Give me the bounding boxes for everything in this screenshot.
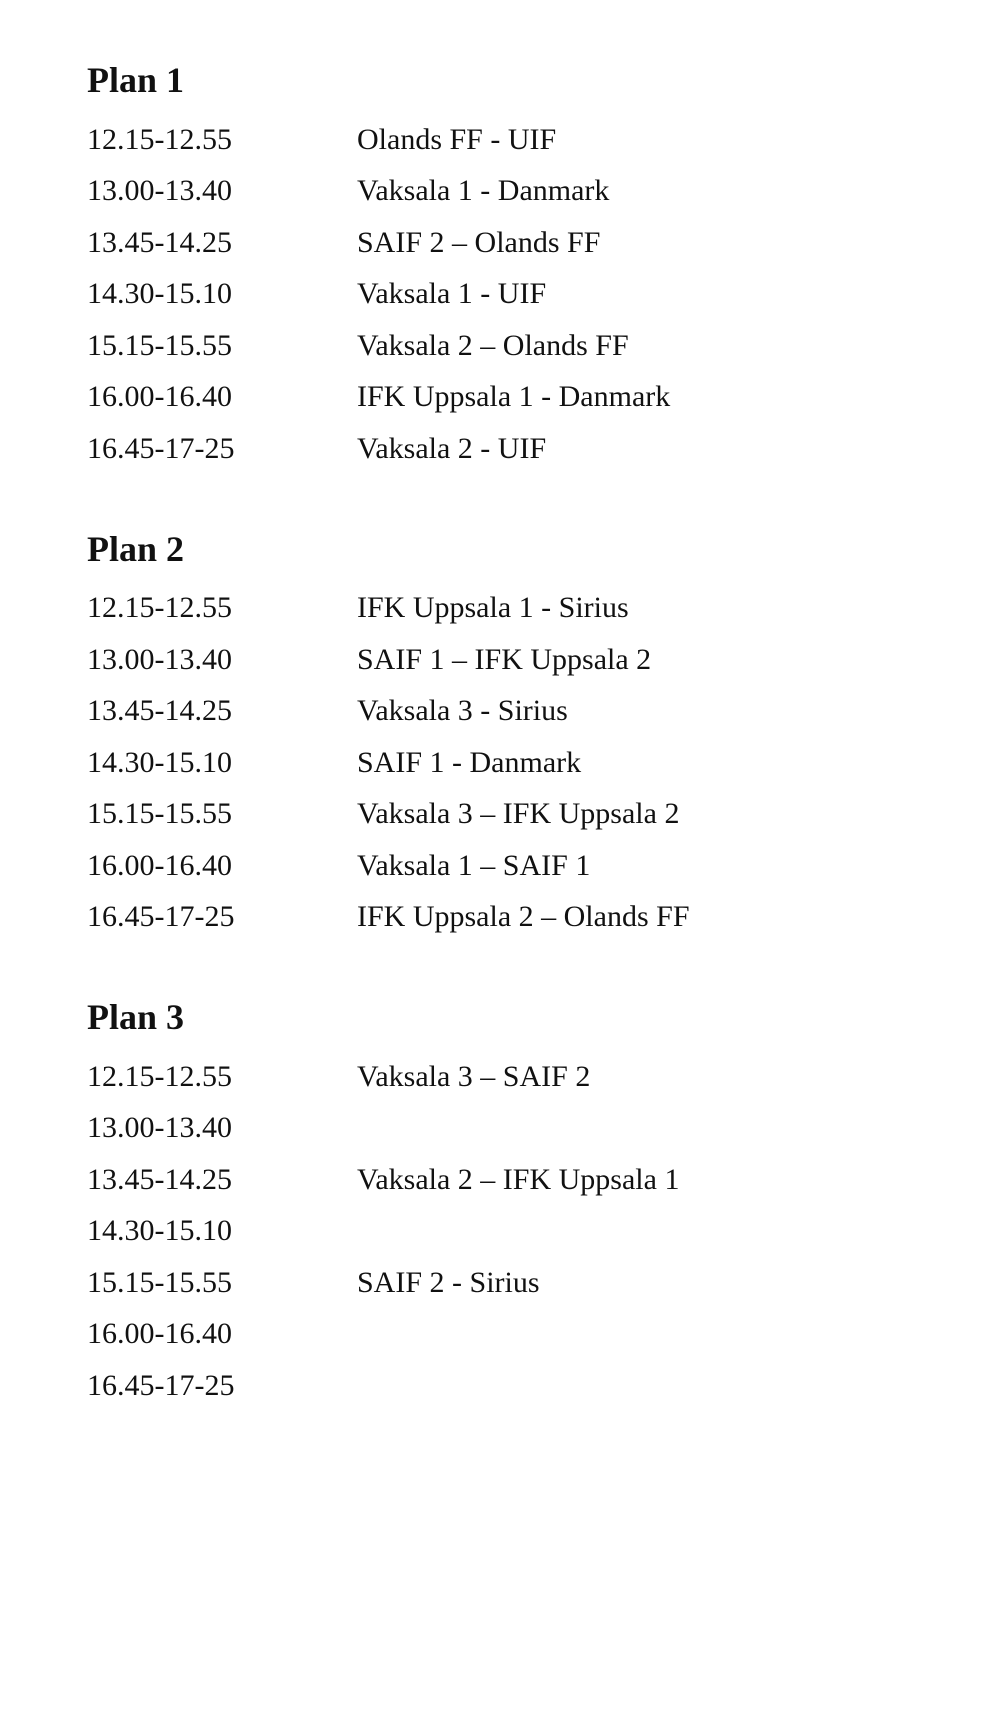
schedule-row: [87, 1360, 947, 1412]
plan-section: [87, 527, 947, 944]
schedule-row: [87, 1154, 947, 1206]
time-slot: 12.15-12.55: [87, 591, 232, 625]
time-slot: 16.00-16.40: [87, 1317, 232, 1351]
match-pairing: SAIF 2 – Olands FF: [357, 225, 601, 259]
schedule-row: [87, 583, 947, 635]
schedule-row: [87, 269, 947, 321]
schedule-row: [87, 1103, 947, 1155]
time-slot: 12.15-12.55: [87, 122, 232, 156]
match-pairing: Vaksala 1 – SAIF 1: [357, 848, 591, 882]
plan-section: [87, 58, 947, 475]
plan-section: [87, 995, 947, 1412]
match-pairing: IFK Uppsala 2 – Olands FF: [357, 900, 690, 934]
time-slot: 15.15-15.55: [87, 797, 232, 831]
time-slot: 16.45-17-25: [87, 431, 235, 465]
time-slot: 12.15-12.55: [87, 1059, 232, 1093]
time-slot: 13.00-13.40: [87, 1111, 232, 1145]
schedule-row: [87, 737, 947, 789]
schedule-row: [87, 320, 947, 372]
match-pairing: Vaksala 2 – IFK Uppsala 1: [357, 1162, 680, 1196]
schedule-row: [87, 634, 947, 686]
time-slot: 13.45-14.25: [87, 694, 232, 728]
match-pairing: SAIF 2 - Sirius: [357, 1265, 540, 1299]
time-slot: 13.00-13.40: [87, 642, 232, 676]
match-pairing: SAIF 1 – IFK Uppsala 2: [357, 642, 652, 676]
time-slot: 13.45-14.25: [87, 225, 232, 259]
match-pairing: SAIF 1 - Danmark: [357, 745, 582, 779]
time-slot: 14.30-15.10: [87, 277, 232, 311]
time-slot: 13.00-13.40: [87, 174, 232, 208]
match-pairing: Vaksala 1 - UIF: [357, 277, 547, 311]
schedule-row: [87, 1309, 947, 1361]
match-pairing: Vaksala 1 - Danmark: [357, 174, 610, 208]
time-slot: 16.00-16.40: [87, 380, 232, 414]
schedule-row: [87, 166, 947, 218]
schedule-row: [87, 423, 947, 475]
time-slot: 16.45-17-25: [87, 1368, 235, 1402]
match-pairing: Olands FF - UIF: [357, 122, 557, 156]
time-slot: 16.00-16.40: [87, 848, 232, 882]
time-slot: 15.15-15.55: [87, 1265, 232, 1299]
match-pairing: Vaksala 3 - Sirius: [357, 694, 568, 728]
time-slot: 14.30-15.10: [87, 745, 232, 779]
match-pairing: Vaksala 3 – SAIF 2: [357, 1059, 591, 1093]
plan-title: Plan 1: [87, 60, 185, 100]
match-pairing: IFK Uppsala 1 - Danmark: [357, 380, 671, 414]
schedule-document: [87, 58, 947, 1412]
time-slot: 14.30-15.10: [87, 1214, 232, 1248]
schedule-row: [87, 372, 947, 424]
schedule-row: [87, 1206, 947, 1258]
schedule-row: [87, 114, 947, 166]
schedule-row: [87, 789, 947, 841]
schedule-row: [87, 840, 947, 892]
schedule-row: [87, 217, 947, 269]
time-slot: 16.45-17-25: [87, 900, 235, 934]
schedule-row: [87, 1051, 947, 1103]
match-pairing: Vaksala 2 - UIF: [357, 431, 547, 465]
time-slot: 15.15-15.55: [87, 328, 232, 362]
plan-title: Plan 2: [87, 528, 185, 569]
schedule-row: [87, 686, 947, 738]
match-pairing: IFK Uppsala 1 - Sirius: [357, 591, 629, 625]
match-pairing: Vaksala 3 – IFK Uppsala 2: [357, 797, 680, 831]
plan-title: Plan 3: [87, 997, 185, 1037]
match-pairing: Vaksala 2 – Olands FF: [357, 328, 629, 362]
time-slot: 13.45-14.25: [87, 1162, 232, 1196]
schedule-row: [87, 892, 947, 944]
schedule-row: [87, 1257, 947, 1309]
